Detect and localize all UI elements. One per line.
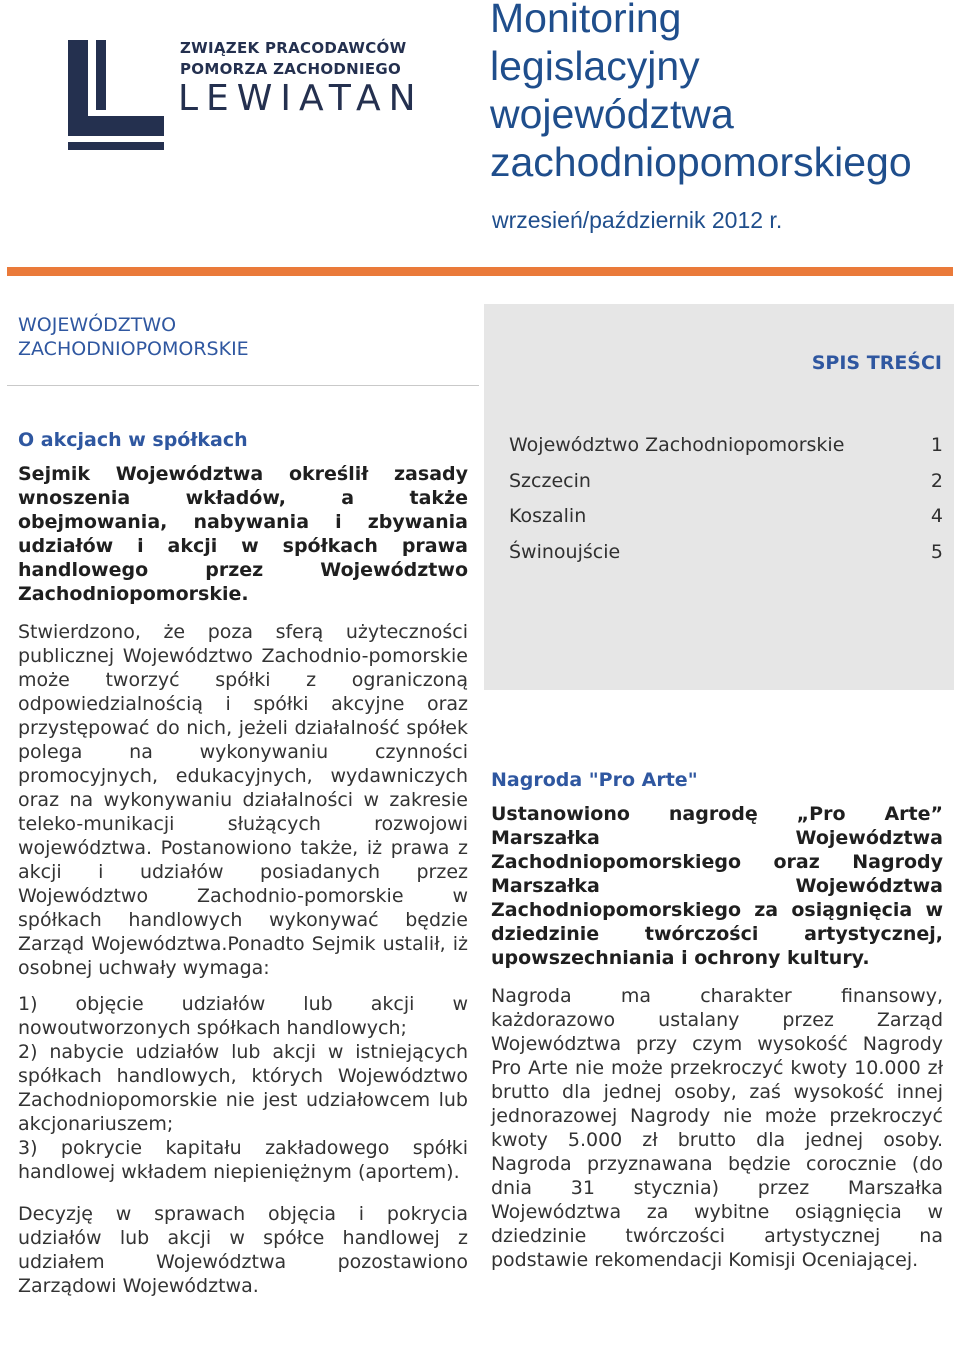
article-pro-arte <box>491 768 943 1272</box>
title-line: legislacyjny <box>490 43 700 89</box>
list-item: 3) pokrycie kapitału zakładowego spółki handlowej wkładem niepieniężnym (aportem). <box>18 1137 468 1183</box>
toc-item[interactable] <box>509 464 943 500</box>
region-header <box>7 304 479 386</box>
toc-item[interactable] <box>509 535 943 571</box>
toc-item-label: Województwo Zachodniopomorskie <box>509 434 845 456</box>
toc-item-page: 5 <box>930 540 943 563</box>
issue-date: wrzesień/październik 2012 r. <box>492 207 783 233</box>
toc-item-label: Koszalin <box>509 505 587 527</box>
toc-item[interactable] <box>509 499 943 535</box>
page-title <box>490 0 950 186</box>
toc-item[interactable] <box>509 428 943 464</box>
article-lead: Sejmik Województwa określił zasady wnoszenia wkładów, a także obejmowania, nabywania i zbywania udziałów i akcji w spółkach prawa handlowego przez Województwo Zachodniopomorskie. <box>18 463 468 605</box>
article-shares <box>18 428 468 1298</box>
region-line-2: ZACHODNIOPOMORSKIE <box>18 338 249 360</box>
title-line: województwa <box>490 91 734 137</box>
toc-item-page: 2 <box>930 469 943 492</box>
toc-item-label: Świnoujście <box>509 540 621 563</box>
toc-item-page: 1 <box>930 434 943 456</box>
logo-line-2: POMORZA ZACHODNIEGO <box>180 60 402 78</box>
orange-divider <box>7 267 953 276</box>
title-line: Monitoring <box>490 0 682 41</box>
logo-line-1: ZWIĄZEK PRACODAWCÓW <box>180 39 407 57</box>
toc-heading: SPIS TREŚCI <box>811 352 942 374</box>
region-line-1: WOJEWÓDZTWO <box>18 314 177 336</box>
toc-item-page: 4 <box>930 505 943 527</box>
region-title <box>18 313 249 361</box>
toc-list <box>509 428 943 570</box>
lewiatan-logo <box>62 38 422 153</box>
article-lead: Ustanowiono nagrodę „Pro Arte” Marszałka Województwa Zachodniopomorskiego oraz Nagrody Marszałka Województwa Zachodniopomorskiego za osiągnięcia w dziedzinie twórczości artystycznej, upowszechniania i ochrony kultury. <box>491 803 943 969</box>
article-closing: Decyzję w sprawach objęcia i pokrycia udziałów lub akcji w spółce handlowej z udziałem Województwa pozostawiono Zarządowi Województwa. <box>18 1203 468 1297</box>
article-body: Nagroda ma charakter finansowy, każdorazowo ustalany przez Zarząd Województwa przy czym wysokość Nagrody Pro Arte nie może przekroczyć kwoty 10.000 zł brutto dla jednej osoby, zaś wysokość innej jednorazowej Nagrody nie może przekroczyć kwoty 5.000 zł brutto dla jednej osoby. Nagroda przyznawana będzie corocznie (do dnia 31 stycznia) przez Marszałka Województwa za wybitne osiągnięcia w dziedzinie twórczości artystycznej na podstawie rekomendacji Komisji Oceniającej. <box>491 985 943 1271</box>
table-of-contents <box>484 304 954 690</box>
toc-item-label: Szczecin <box>509 469 591 492</box>
logo-wordmark: LEWIATAN <box>178 78 424 119</box>
lewiatan-mark-icon <box>62 38 172 153</box>
list-item: 1) objęcie udziałów lub akcji w nowoutworzonych spółkach handlowych; <box>18 993 468 1039</box>
title-line: zachodniopomorskiego <box>490 139 912 185</box>
article-heading: Nagroda "Pro Arte" <box>491 769 698 791</box>
article-body: Stwierdzono, że poza sferą użyteczności publicznej Województwo Zachodnio-pomorskie może tworzyć spółki z ograniczoną odpowiedzialnością i spółki akcyjne oraz przystępować do nich, jeżeli działalność spółek polega na wykonywaniu czynności promocyjnych, edukacyjnych, wydawniczych oraz na wykonywaniu działalności w zakresie teleko-munikacji służących rozwojowi województwa. Postanowiono także, iż prawa z akcji i udziałów posiadanych przez Województwo Zachodnio-pomorskie w spółkach handlowych wykonywać będzie Zarząd Województwa.Ponadto Sejmik ustalił, iż osobnej uchwały wymaga: <box>18 621 468 979</box>
article-heading: O akcjach w spółkach <box>18 429 248 451</box>
list-item: 2) nabycie udziałów lub akcji w istniejących spółkach handlowych, których Województwo Zachodniopomorskie nie jest udziałowcem lub akcjonariuszem; <box>18 1041 468 1135</box>
